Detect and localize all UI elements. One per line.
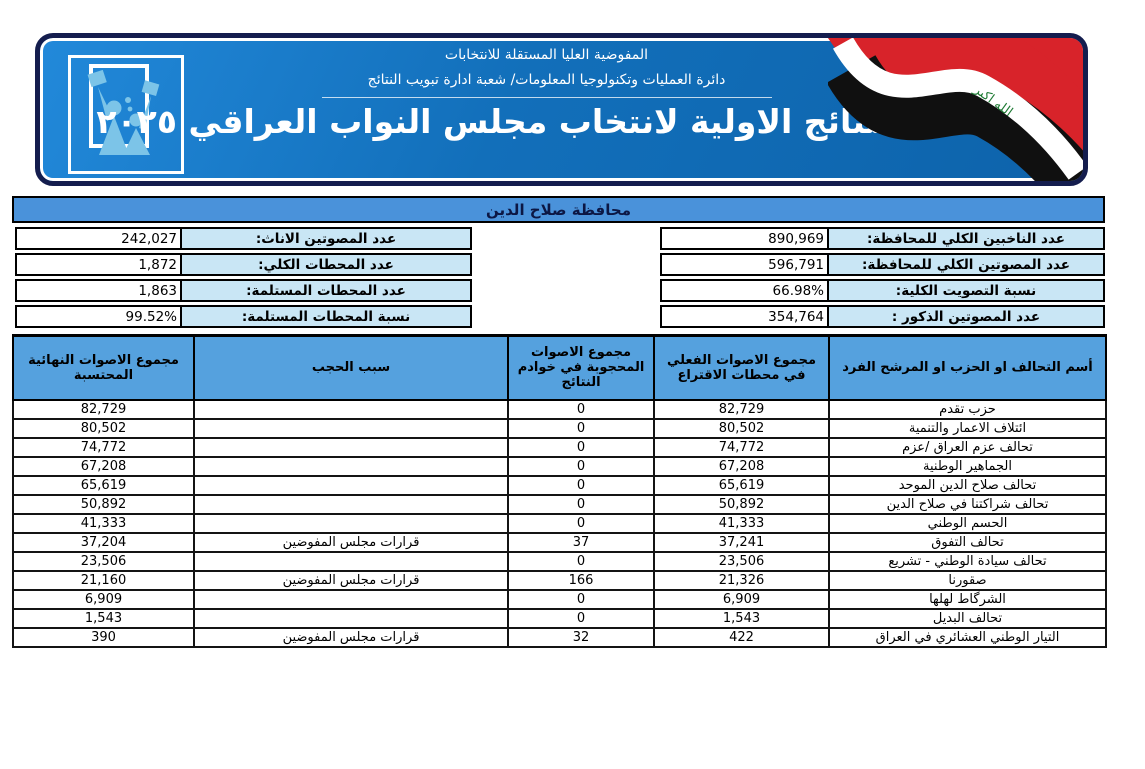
cell-actual: 6,909 [654, 590, 829, 609]
cell-party: ائتلاف الاعمار والتنمية [829, 419, 1106, 438]
summary-stat-label: عدد الناخبين الكلي للمحافظة: [827, 227, 1105, 250]
cell-reason [194, 476, 508, 495]
cell-reason: قرارات مجلس المفوضين [194, 628, 508, 647]
commission-name: المفوضية العليا المستقلة للانتخابات [444, 47, 649, 63]
summary-stat-label: عدد المصوتين الكلي للمحافظة: [827, 253, 1105, 276]
cell-actual: 37,241 [654, 533, 829, 552]
summary-row [660, 227, 1105, 250]
results-header-row [13, 336, 1106, 400]
cell-final: 82,729 [13, 400, 194, 419]
cell-party: التيار الوطني العشائري في العراق [829, 628, 1106, 647]
cell-reason: قرارات مجلس المفوضين [194, 571, 508, 590]
summary-stat-label: نسبة المحطات المستلمة: [180, 305, 472, 328]
summary-stat-label: عدد المحطات الكلي: [180, 253, 472, 276]
summary-row [660, 279, 1105, 302]
table-row [13, 419, 1106, 438]
governorate-title-bar [12, 196, 1105, 223]
cell-party: تحالف عزم العراق /عزم [829, 438, 1106, 457]
cell-actual: 422 [654, 628, 829, 647]
summary-stat-label: عدد المحطات المستلمة: [180, 279, 472, 302]
table-row [13, 457, 1106, 476]
cell-final: 37,204 [13, 533, 194, 552]
cell-reason [194, 457, 508, 476]
summary-row [660, 253, 1105, 276]
header-party-name: أسم التحالف او الحزب او المرشح الفرد [829, 336, 1106, 400]
cell-actual: 67,208 [654, 457, 829, 476]
cell-final: 390 [13, 628, 194, 647]
cell-party: تحالف البديل [829, 609, 1106, 628]
cell-withheld: 0 [508, 457, 654, 476]
cell-party: الجماهير الوطنية [829, 457, 1106, 476]
cell-final: 1,543 [13, 609, 194, 628]
governorate-title: محافظة صلاح الدين [486, 200, 631, 219]
header-banner [35, 33, 1088, 186]
header-actual-votes: مجموع الاصوات الفعلي في محطات الاقتراع [654, 336, 829, 400]
cell-actual: 82,729 [654, 400, 829, 419]
summary-row [15, 227, 472, 250]
summary-row [660, 305, 1105, 328]
cell-final: 74,772 [13, 438, 194, 457]
cell-reason [194, 514, 508, 533]
cell-withheld: 0 [508, 590, 654, 609]
cell-reason [194, 590, 508, 609]
cell-reason [194, 400, 508, 419]
summary-table-left [15, 227, 472, 331]
cell-party: الشرگاط لهلها [829, 590, 1106, 609]
cell-reason [194, 609, 508, 628]
summary-stat-value: 1,872 [15, 253, 182, 276]
cell-party: حزب تقدم [829, 400, 1106, 419]
summary-stat-label: عدد المصوتين الاناث: [180, 227, 472, 250]
table-row [13, 628, 1106, 647]
cell-party: الحسم الوطني [829, 514, 1106, 533]
summary-stat-label: نسبة التصويت الكلية: [827, 279, 1105, 302]
cell-final: 41,333 [13, 514, 194, 533]
table-row [13, 476, 1106, 495]
banner-divider [322, 97, 772, 98]
summary-table-right [660, 227, 1105, 331]
cell-party: تحالف صلاح الدين الموحد [829, 476, 1106, 495]
cell-reason [194, 438, 508, 457]
banner-text-block [96, 47, 903, 141]
cell-actual: 23,506 [654, 552, 829, 571]
header-withhold-reason: سبب الحجب [194, 336, 508, 400]
table-row [13, 438, 1106, 457]
table-row [13, 590, 1106, 609]
summary-row [15, 279, 472, 302]
cell-actual: 41,333 [654, 514, 829, 533]
cell-actual: 65,619 [654, 476, 829, 495]
cell-withheld: 0 [508, 495, 654, 514]
header-final-votes: مجموع الاصوات النهائية المحتسبة [13, 336, 194, 400]
cell-withheld: 166 [508, 571, 654, 590]
table-row [13, 495, 1106, 514]
cell-final: 80,502 [13, 419, 194, 438]
cell-withheld: 0 [508, 609, 654, 628]
results-table [12, 334, 1107, 648]
summary-stat-value: 66.98% [660, 279, 829, 302]
cell-actual: 21,326 [654, 571, 829, 590]
cell-final: 67,208 [13, 457, 194, 476]
summary-row [15, 253, 472, 276]
table-row [13, 552, 1106, 571]
table-row [13, 400, 1106, 419]
cell-withheld: 32 [508, 628, 654, 647]
summary-stat-value: 242,027 [15, 227, 182, 250]
summary-stat-value: 354,764 [660, 305, 829, 328]
cell-final: 50,892 [13, 495, 194, 514]
cell-reason [194, 495, 508, 514]
table-row [13, 533, 1106, 552]
cell-withheld: 0 [508, 552, 654, 571]
cell-party: صقورنا [829, 571, 1106, 590]
flag-takbir-text: الله اكبر [970, 82, 1016, 121]
cell-final: 23,506 [13, 552, 194, 571]
cell-withheld: 0 [508, 438, 654, 457]
cell-withheld: 37 [508, 533, 654, 552]
cell-actual: 1,543 [654, 609, 829, 628]
cell-actual: 74,772 [654, 438, 829, 457]
summary-row [15, 305, 472, 328]
cell-withheld: 0 [508, 514, 654, 533]
summary-stat-value: 890,969 [660, 227, 829, 250]
summary-stat-value: 99.52% [15, 305, 182, 328]
cell-reason [194, 419, 508, 438]
table-row [13, 571, 1106, 590]
table-row [13, 514, 1106, 533]
iraq-flag-icon [828, 38, 1083, 186]
report-title: النتائج الاولية لانتخاب مجلس النواب العراقي ٢٠٢٥ [96, 102, 903, 141]
cell-party: تحالف التفوق [829, 533, 1106, 552]
cell-final: 21,160 [13, 571, 194, 590]
cell-actual: 50,892 [654, 495, 829, 514]
cell-final: 65,619 [13, 476, 194, 495]
cell-party: تحالف سيادة الوطني - تشريع [829, 552, 1106, 571]
cell-withheld: 0 [508, 419, 654, 438]
cell-withheld: 0 [508, 400, 654, 419]
summary-stat-value: 596,791 [660, 253, 829, 276]
cell-party: تحالف شراكتنا في صلاح الدين [829, 495, 1106, 514]
department-name: دائرة العمليات وتكنولوجيا المعلومات/ شعبة ادارة تبويب النتائج [367, 72, 726, 88]
header-withheld-votes: مجموع الاصوات المحجوبة في خوادم النتائج [508, 336, 654, 400]
cell-withheld: 0 [508, 476, 654, 495]
summary-stat-value: 1,863 [15, 279, 182, 302]
cell-actual: 80,502 [654, 419, 829, 438]
cell-reason [194, 552, 508, 571]
table-row [13, 609, 1106, 628]
cell-reason: قرارات مجلس المفوضين [194, 533, 508, 552]
cell-final: 6,909 [13, 590, 194, 609]
summary-stat-label: عدد المصوتين الذكور : [827, 305, 1105, 328]
